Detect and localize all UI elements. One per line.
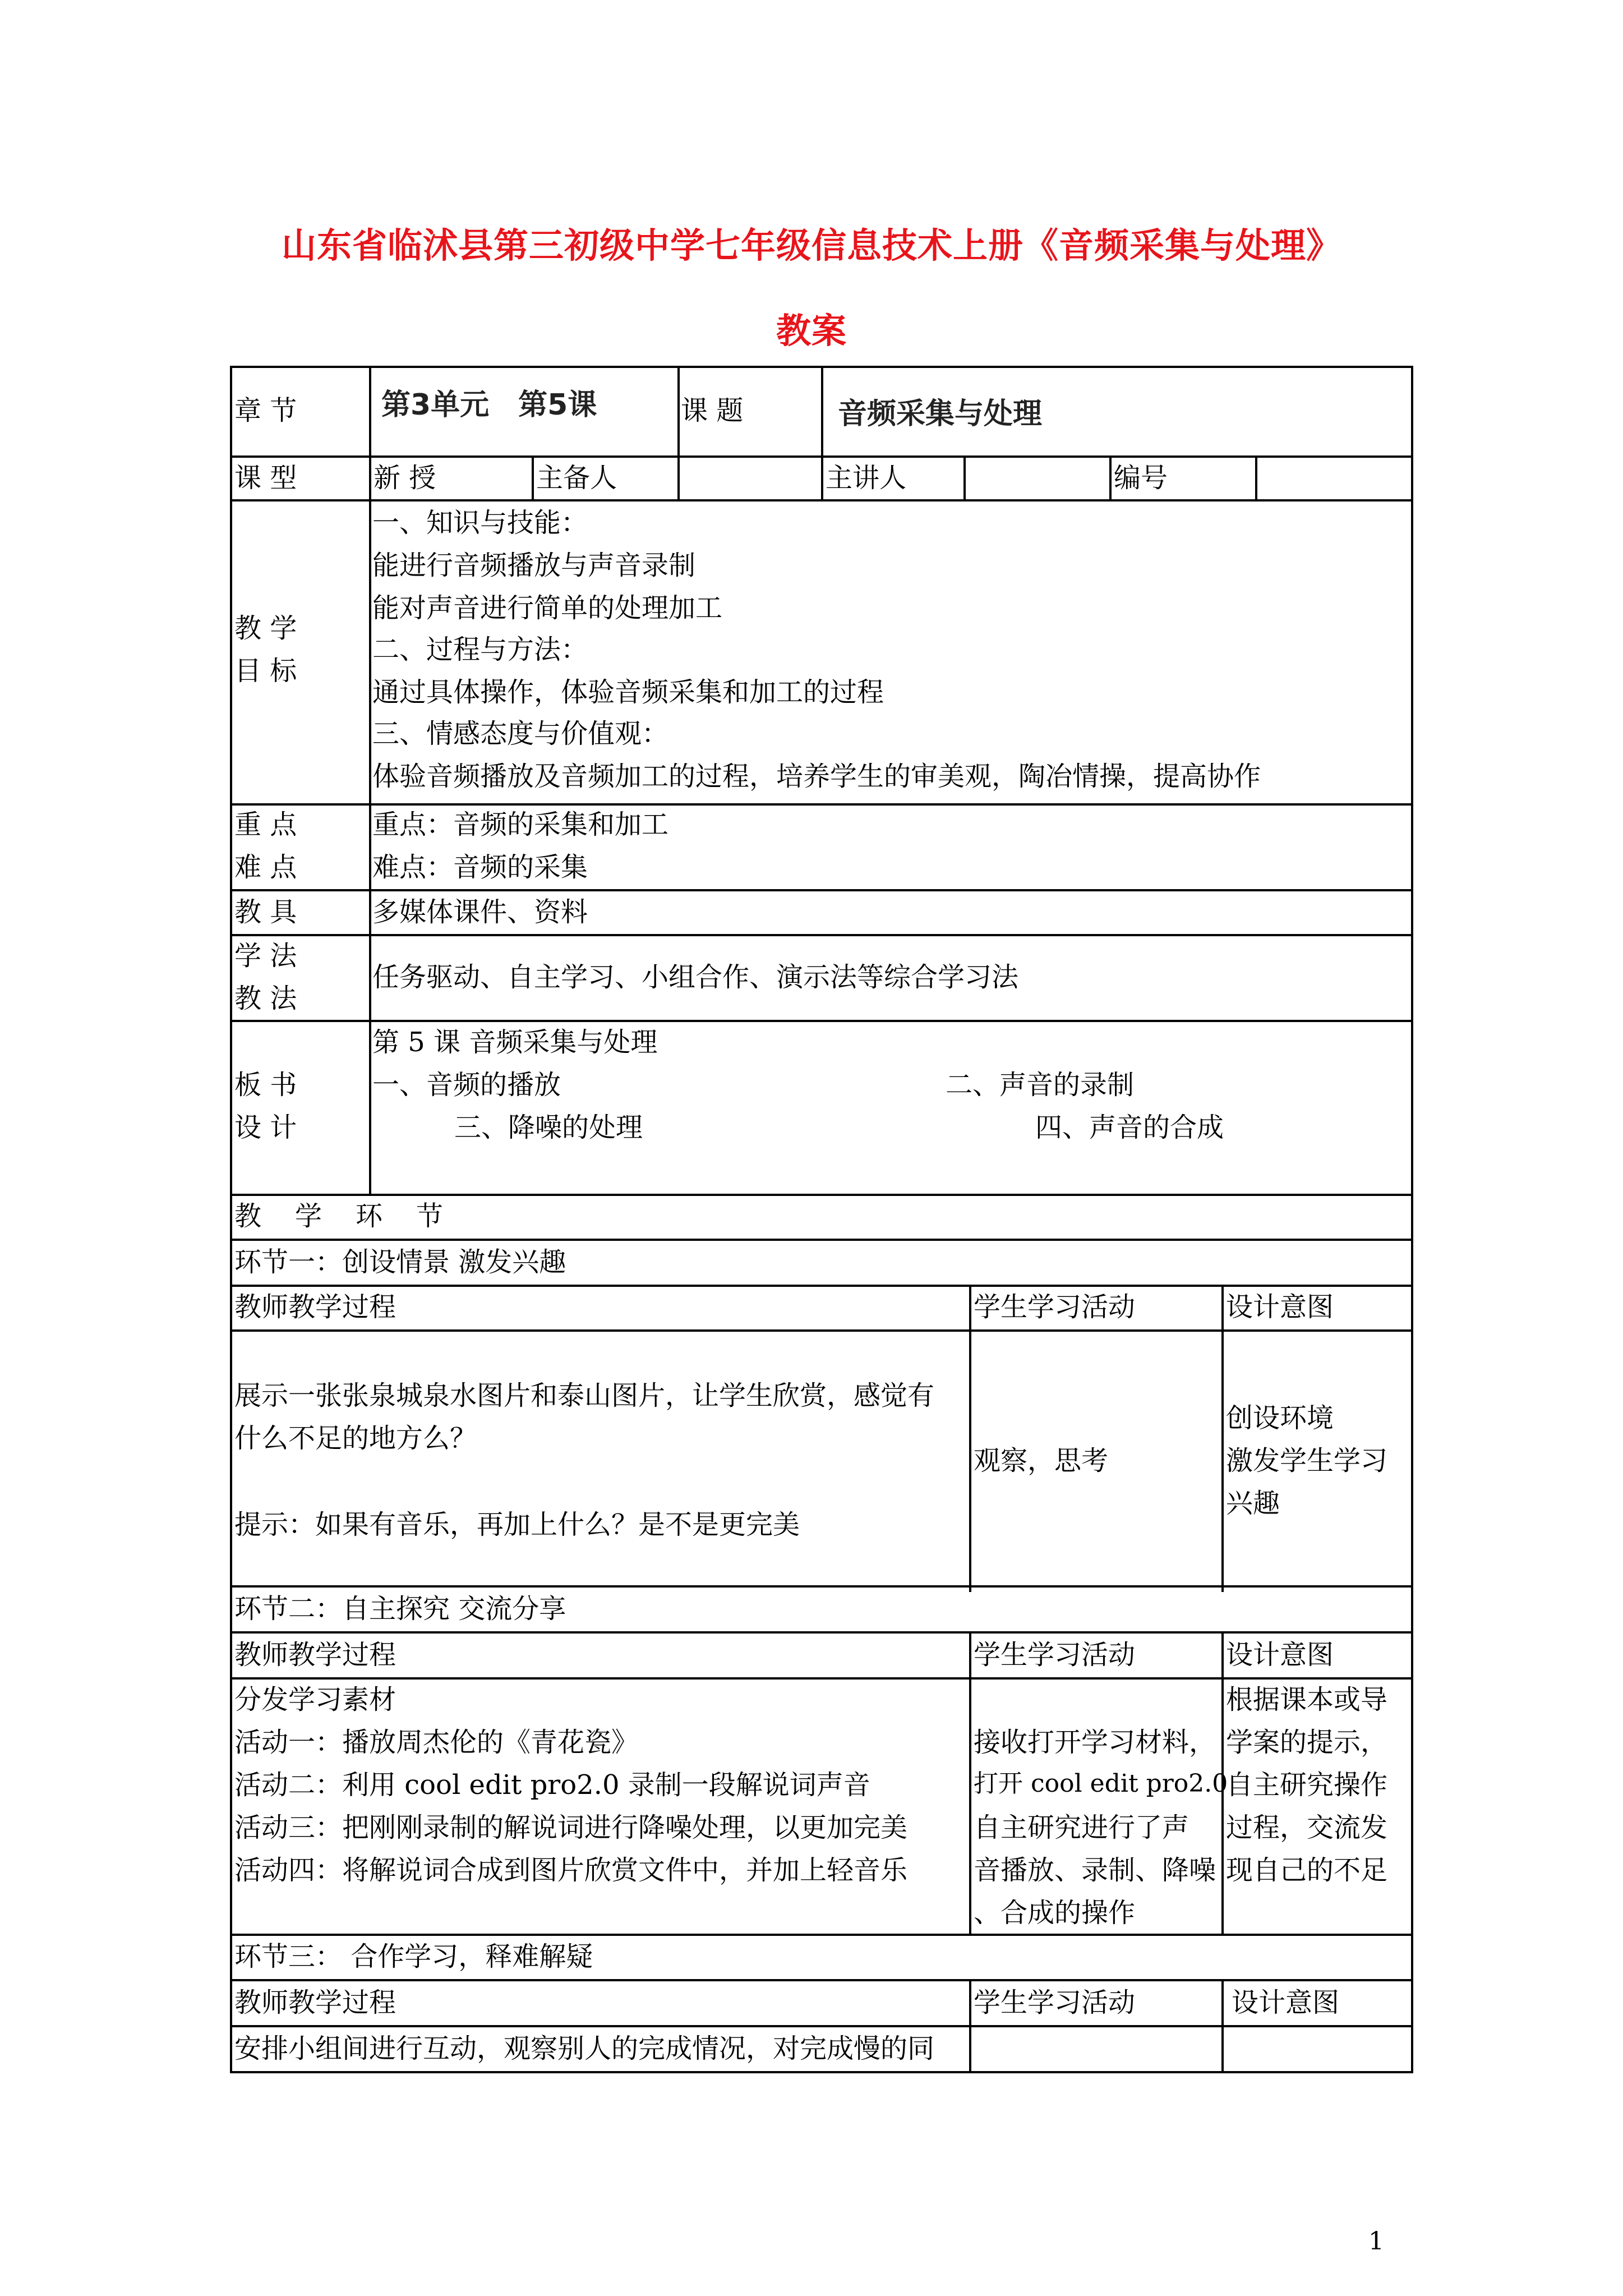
step2-teacher-line-3: 活动二：利用 cool edit pro2.0 录制一段解说词声音 xyxy=(234,1769,870,1801)
methods-label-2: 教 法 xyxy=(234,983,297,1014)
step2-student-line-4: 音播放、录制、降噪 xyxy=(974,1855,1216,1886)
step2-intent-line-1: 根据课本或导 xyxy=(1226,1684,1388,1715)
step1-teacher-line-1: 展示一张张泉城泉水图片和泰山图片，让学生欣赏，感觉有 xyxy=(234,1380,935,1411)
step1-teacher-line-2: 什么不足的地方么？ xyxy=(234,1423,477,1454)
step2-teacher-header: 教师教学过程 xyxy=(234,1639,396,1671)
step1-teacher-header: 教师教学过程 xyxy=(234,1291,396,1323)
step2-intent-line-3: 自主研究操作 xyxy=(1226,1769,1388,1801)
step1-teacher-line-3: 提示：如果有音乐，再加上什么？是不是更完美 xyxy=(234,1509,800,1540)
number-label: 编号 xyxy=(1114,462,1168,494)
step2-student-line-1: 接收打开学习材料， xyxy=(974,1727,1216,1758)
step2-teacher-line-4: 活动三：把刚刚录制的解说词进行降噪处理，以更加完美 xyxy=(234,1812,908,1843)
type-label: 课 型 xyxy=(234,462,297,494)
keypoints-line-1: 重点：音频的采集和加工 xyxy=(372,809,669,840)
methods-label-1: 学 法 xyxy=(234,940,297,972)
goals-label-2: 目 标 xyxy=(234,655,297,687)
board-item-4: 四、声音的合成 xyxy=(1035,1112,1224,1143)
board-label-2: 设 计 xyxy=(234,1112,297,1143)
document-title-line-2: 教案 xyxy=(776,310,847,351)
goals-line-4: 二、过程与方法： xyxy=(372,634,588,665)
topic-value: 音频采集与处理 xyxy=(838,397,1043,431)
keypoints-label-2: 难 点 xyxy=(234,852,297,883)
step1-intent-line-3: 兴趣 xyxy=(1226,1488,1280,1519)
step3-teacher-header: 教师教学过程 xyxy=(234,1987,396,2018)
goals-line-2: 能进行音频播放与声音录制 xyxy=(372,550,696,581)
goals-line-5: 通过具体操作，体验音频采集和加工的过程 xyxy=(372,677,884,708)
topic-label: 课 题 xyxy=(681,395,744,426)
board-label-1: 板 书 xyxy=(234,1069,297,1101)
step2-teacher-line-5: 活动四：将解说词合成到图片欣赏文件中，并加上轻音乐 xyxy=(234,1855,908,1886)
board-item-1: 一、音频的播放 xyxy=(372,1069,561,1101)
step1-title: 环节一：创设情景 激发兴趣 xyxy=(234,1246,566,1278)
step1-intent-header: 设计意图 xyxy=(1226,1291,1334,1323)
goals-label-1: 教 学 xyxy=(234,613,297,644)
keypoints-line-2: 难点：音频的采集 xyxy=(372,852,588,883)
board-heading: 第 5 课 音频采集与处理 xyxy=(372,1027,658,1058)
preparer-label: 主备人 xyxy=(536,462,617,494)
step3-student-header: 学生学习活动 xyxy=(974,1987,1136,2018)
steps-heading: 教 学 环 节 xyxy=(234,1200,447,1232)
goals-line-6: 三、情感态度与价值观： xyxy=(372,718,669,749)
page-number: 1 xyxy=(1368,2227,1384,2256)
step2-intent-line-2: 学案的提示， xyxy=(1226,1727,1388,1758)
step2-intent-line-4: 过程，交流发 xyxy=(1226,1812,1388,1843)
step2-student-header: 学生学习活动 xyxy=(974,1639,1136,1671)
chapter-value: 第3单元 第5课 xyxy=(381,388,597,422)
tools-label: 教 具 xyxy=(234,896,297,928)
board-item-2: 二、声音的录制 xyxy=(946,1069,1135,1101)
board-item-3: 三、降噪的处理 xyxy=(454,1112,643,1143)
document-title-line-1: 山东省临沭县第三初级中学七年级信息技术上册《音频采集与处理》 xyxy=(281,225,1341,266)
goals-line-3: 能对声音进行简单的处理加工 xyxy=(372,592,723,624)
step2-teacher-line-1: 分发学习素材 xyxy=(234,1684,396,1715)
step1-student-header: 学生学习活动 xyxy=(974,1291,1136,1323)
step2-title: 环节二：自主探究 交流分享 xyxy=(234,1593,566,1625)
step3-teacher-line-1: 安排小组间进行互动，观察别人的完成情况，对完成慢的同 xyxy=(234,2033,935,2064)
step2-intent-header: 设计意图 xyxy=(1226,1639,1334,1671)
step2-teacher-line-2: 活动一：播放周杰伦的《青花瓷》 xyxy=(234,1727,639,1758)
step2-intent-line-5: 现自己的不足 xyxy=(1226,1855,1388,1886)
step3-intent-header: 设计意图 xyxy=(1232,1987,1340,2018)
goals-line-7: 体验音频播放及音频加工的过程，培养学生的审美观，陶冶情操，提高协作 xyxy=(372,761,1261,792)
lecturer-label: 主讲人 xyxy=(826,462,907,494)
keypoints-label-1: 重 点 xyxy=(234,809,297,840)
type-value: 新 授 xyxy=(374,462,436,494)
methods-value: 任务驱动、自主学习、小组合作、演示法等综合学习法 xyxy=(372,961,1019,993)
step1-intent-line-1: 创设环境 xyxy=(1226,1402,1334,1434)
chapter-label: 章 节 xyxy=(234,395,297,426)
step3-title: 环节三： 合作学习，释难解疑 xyxy=(234,1941,593,1972)
goals-line-1: 一、知识与技能： xyxy=(372,507,588,539)
step1-intent-line-2: 激发学生学习 xyxy=(1226,1445,1388,1476)
tools-value: 多媒体课件、资料 xyxy=(372,896,588,928)
step2-student-line-5: 、合成的操作 xyxy=(974,1897,1136,1929)
step2-student-line-3: 自主研究进行了声 xyxy=(974,1812,1189,1843)
step2-student-line-2: 打开 cool edit pro2.0 xyxy=(974,1769,1228,1798)
step1-student: 观察，思考 xyxy=(974,1445,1109,1476)
